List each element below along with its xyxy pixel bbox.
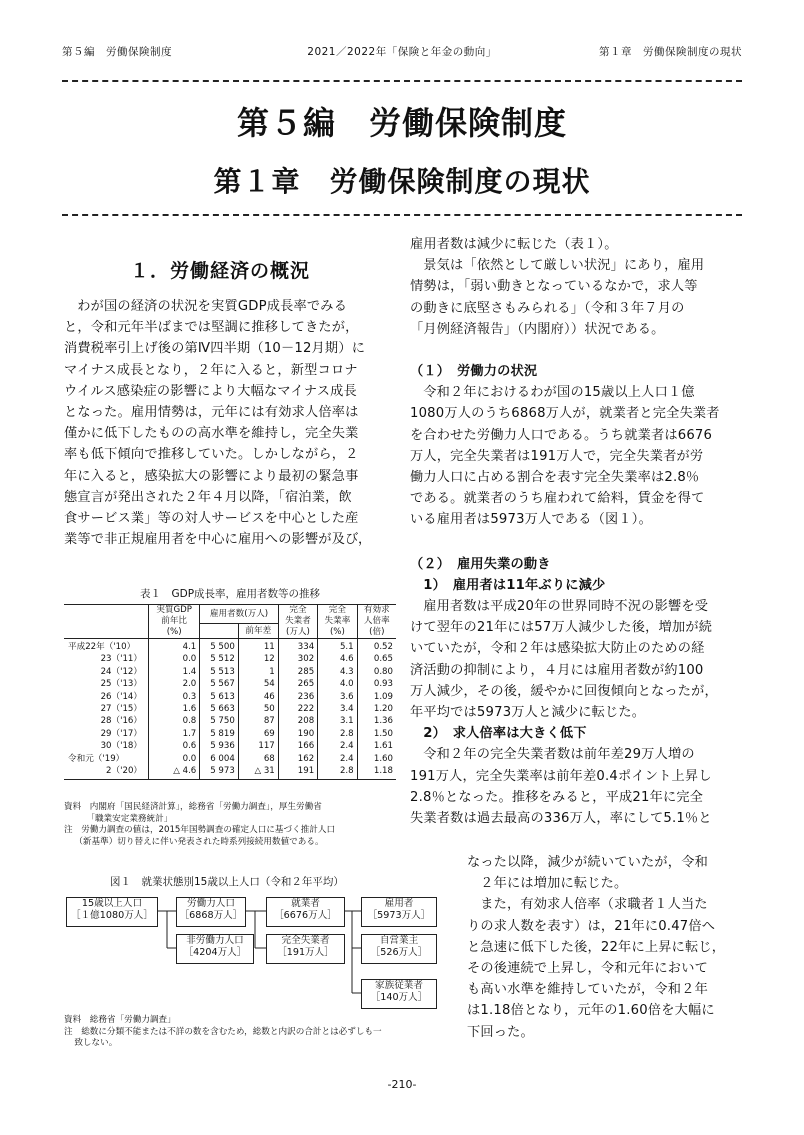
cell-rate: 2.4 bbox=[318, 753, 357, 765]
box-non-labor-force: 非労働力人口 ［4204万人］ bbox=[176, 934, 254, 964]
paragraph-line: 万人減少，その後，緩やかに回復傾向となったが， bbox=[410, 683, 718, 699]
cell-emp: 5 663 bbox=[200, 703, 239, 715]
cell-diff: 12 bbox=[238, 653, 278, 665]
paragraph-line: は1.18倍となり，元年の1.60倍を大幅に bbox=[467, 1003, 715, 1019]
cell-rate: 3.1 bbox=[318, 715, 357, 727]
cell-year: 24（'12） bbox=[64, 666, 149, 678]
box-population: 15歳以上人口 ［１億1080万人］ bbox=[66, 897, 158, 927]
cell-emp: 5 973 bbox=[200, 765, 239, 780]
cell-ratio: 1.61 bbox=[373, 741, 393, 752]
cell-unemp: 208 bbox=[278, 715, 317, 727]
intro-line: 雇用者数は減少に転じた（表１）。 bbox=[410, 237, 618, 252]
paragraph-line: 失業者数は過去最高の336万人，率にして5.1％と bbox=[410, 811, 712, 827]
cell-ratio: 0.80 bbox=[373, 666, 393, 677]
paragraph-line: 率も低下傾向で推移していた。しかしながら，２ bbox=[64, 447, 359, 463]
paragraph-line: また，有効求人倍率（求職者１人当た bbox=[480, 897, 708, 913]
paragraph-line: も高い水準を維持していたが，令和２年 bbox=[467, 982, 708, 998]
col-employees: 雇用者数(万人) bbox=[200, 605, 278, 624]
cell-ratio: 1.50 bbox=[373, 728, 393, 739]
paragraph-line: 働力人口に占める割合を表す完全失業率は2.8％ bbox=[410, 470, 700, 486]
header-center: 2021／2022年「保険と年金の動向」 bbox=[307, 46, 497, 58]
cell-emp: 5 513 bbox=[200, 666, 239, 678]
paragraph-line: りの求人数を表す）は，21年に0.47倍へ bbox=[467, 918, 716, 934]
cell-rate: 2.4 bbox=[318, 740, 357, 752]
cell-unemp: 265 bbox=[278, 678, 317, 690]
paragraph-line: 年に入ると，感染拡大の影響により最初の緊急事 bbox=[64, 468, 359, 484]
cell-gdp: 1.7 bbox=[149, 728, 200, 740]
cell-diff: 87 bbox=[238, 715, 278, 727]
paragraph-line: 2.8％となった。推移をみると，平成21年に完全 bbox=[410, 789, 704, 805]
cell-rate: 4.0 bbox=[318, 678, 357, 690]
paragraph-line: 食サービス業」等の対人サービスを中心とした産 bbox=[64, 511, 359, 527]
cell-unemp: 302 bbox=[278, 653, 317, 665]
cell-rate: 3.6 bbox=[318, 691, 357, 703]
cell-diff: 69 bbox=[238, 728, 278, 740]
cell-emp: 5 819 bbox=[200, 728, 239, 740]
spacer bbox=[410, 340, 742, 361]
paragraph-line: マイナス成長となり，２年に入ると，新型コロナ bbox=[64, 362, 358, 378]
paragraph-line: を合わせた労働力人口である。うち就業者は6676 bbox=[410, 427, 713, 443]
cell-unemp: 166 bbox=[278, 740, 317, 752]
cell-gdp: 0.6 bbox=[149, 740, 200, 752]
part-title: 第５編 労働保険制度 bbox=[236, 104, 567, 142]
cell-gdp: 0.0 bbox=[149, 653, 200, 665]
paragraph-line: である。就業者のうち雇われて給料，賃金を得て bbox=[410, 491, 705, 507]
cell-diff: 1 bbox=[238, 666, 278, 678]
paragraph-line: いる雇用者は5973万人である（図１）。 bbox=[410, 512, 652, 528]
cell-diff: △ 31 bbox=[238, 765, 278, 780]
col-unemployed: 完全 失業者 (万人) bbox=[278, 605, 317, 639]
figure-caption: 図１ 就業状態別15歳以上人口（令和２年平均） bbox=[110, 876, 344, 888]
cell-unemp: 285 bbox=[278, 666, 317, 678]
subsection-heading: （２） 雇用失業の動き bbox=[410, 556, 551, 572]
box-employees: 雇用者 ［5973万人］ bbox=[361, 897, 437, 927]
cell-diff: 68 bbox=[238, 753, 278, 765]
paragraph-line: 業等で非正規雇用者を中心に雇用への影響が及び， bbox=[64, 532, 372, 548]
cell-emp: 6 004 bbox=[200, 753, 239, 765]
cell-gdp: 0.3 bbox=[149, 691, 200, 703]
cell-gdp: △ 4.6 bbox=[149, 765, 200, 780]
paragraph-line: 令和２年の完全失業者数は前年差29万人増の bbox=[423, 747, 695, 763]
cell-ratio: 0.93 bbox=[373, 679, 393, 690]
cell-rate: 3.4 bbox=[318, 703, 357, 715]
cell-gdp: 2.0 bbox=[149, 678, 200, 690]
cell-ratio: 1.09 bbox=[373, 691, 393, 702]
cell-year: 2（'20） bbox=[64, 765, 149, 780]
paragraph-line: なった以降，減少が続いていたが，令和 bbox=[467, 855, 708, 870]
cell-ratio: 1.18 bbox=[373, 766, 393, 777]
cell-gdp: 0.0 bbox=[149, 753, 200, 765]
right-column-top bbox=[410, 234, 742, 829]
cell-year: 30（'18） bbox=[64, 740, 149, 752]
paragraph-line: 僅かに低下したものの高水準を維持し，完全失業 bbox=[64, 426, 359, 442]
cell-year: 27（'15） bbox=[64, 703, 149, 715]
cell-emp: 5 512 bbox=[200, 653, 239, 665]
col-ratio: 有効求 人倍率 (倍) bbox=[357, 605, 396, 639]
paragraph-line: 令和２年におけるわが国の15歳以上人口１億 bbox=[423, 385, 695, 401]
cell-unemp: 222 bbox=[278, 703, 317, 715]
cell-year: 23（'11） bbox=[64, 653, 149, 665]
box-employed: 就業者 ［6676万人］ bbox=[266, 897, 345, 927]
col-yoy: 前年差 bbox=[238, 624, 278, 639]
intro-line: 景気は「依然として厳しい状況」にあり，雇用 bbox=[423, 258, 705, 274]
col-gdp: 実質GDP 前年比 (%) bbox=[149, 605, 200, 639]
cell-emp: 5 567 bbox=[200, 678, 239, 690]
paragraph-line: 雇用者数は平成20年の世界同時不況の影響を受 bbox=[423, 599, 709, 615]
cell-emp: 5 500 bbox=[200, 639, 239, 654]
cell-diff: 50 bbox=[238, 703, 278, 715]
paragraph-line: その後連続で上昇し，令和元年において bbox=[467, 961, 708, 977]
cell-diff: 46 bbox=[238, 691, 278, 703]
cell-diff: 54 bbox=[238, 678, 278, 690]
paragraph-line: と，令和元年半ばまでは堅調に推移してきたが， bbox=[64, 320, 359, 336]
right-column-narrow bbox=[467, 852, 742, 1043]
page-number: -210- bbox=[387, 1078, 417, 1091]
cell-gdp: 0.8 bbox=[149, 715, 200, 727]
cell-rate: 4.3 bbox=[318, 666, 357, 678]
cell-diff: 11 bbox=[238, 639, 278, 654]
paragraph-line: 態宣言が発出された２年４月以降，「宿泊業，飲 bbox=[64, 489, 352, 505]
paragraph-line: いていたが，令和２年は感染拡大防止のための経 bbox=[410, 641, 705, 657]
paragraph-line: 年平均では5973万人と減少に転じた。 bbox=[410, 705, 646, 721]
section-heading: １．労働経済の概況 bbox=[130, 260, 311, 282]
paragraph-line: ウイルス感染症の影響により大幅なマイナス成長 bbox=[64, 383, 357, 399]
cell-unemp: 191 bbox=[278, 765, 317, 780]
intro-line: の動きに底堅さもみられる」（令和３年７月の bbox=[410, 300, 685, 316]
paragraph-line: 1080万人のうち6868万人が，就業者と完全失業者 bbox=[410, 406, 720, 422]
intro-line: 情勢は，「弱い動きとなっているなかで，求人等 bbox=[410, 279, 698, 295]
paragraph-line: となった。雇用情勢は，元年には有効求人倍率は bbox=[64, 405, 359, 421]
cell-ratio: 0.65 bbox=[373, 654, 393, 665]
cell-rate: 2.8 bbox=[318, 728, 357, 740]
cell-ratio: 1.60 bbox=[373, 753, 393, 764]
box-unemployed: 完全失業者 ［191万人］ bbox=[266, 934, 345, 964]
box-self-employed: 自営業主 ［526万人］ bbox=[361, 934, 437, 964]
cell-emp: 5 750 bbox=[200, 715, 239, 727]
header-left: 第５編 労働保険制度 bbox=[62, 46, 172, 58]
cell-emp: 5 613 bbox=[200, 691, 239, 703]
paragraph-line: 下回った。 bbox=[467, 1024, 534, 1040]
cell-year: 28（'16） bbox=[64, 715, 149, 727]
paragraph-line: 191万人，完全失業率は前年差0.4ポイント上昇し bbox=[410, 768, 712, 784]
paragraph-line: 済活動の抑制により，４月には雇用者数が約100 bbox=[410, 662, 704, 678]
cell-year: 令和元（'19） bbox=[64, 753, 149, 765]
cell-year: 26（'14） bbox=[64, 691, 149, 703]
spacer bbox=[410, 531, 742, 552]
box-labor-force: 労働力人口 ［6868万人］ bbox=[176, 897, 246, 927]
subsection-heading: （１） 労働力の状況 bbox=[410, 364, 538, 380]
cell-rate: 4.6 bbox=[318, 653, 357, 665]
cell-unemp: 190 bbox=[278, 728, 317, 740]
table-source: 資料 内閣府「国民経済計算」，総務省「労働力調査」，厚生労働省 「職業安定業務統計」 注 労働力調査の値は，2015年国勢調査の確定人口に基づく推計人口 （新基準）切り替えに伴い発表された時系列接続用数値である。 bbox=[64, 802, 336, 847]
sub-subsection-heading: 1） 雇用者は11年ぶりに減少 bbox=[423, 577, 606, 593]
cell-emp: 5 936 bbox=[200, 740, 239, 752]
intro-line: 「月例経済報告」（内閣府））状況である。 bbox=[410, 321, 665, 337]
paragraph-line: わが国の経済の状況を実質GDP成長率でみる bbox=[77, 299, 348, 314]
cell-gdp: 1.4 bbox=[149, 666, 200, 678]
paragraph-line: けて翌年の21年には57万人減少した後，増加が続 bbox=[410, 620, 713, 636]
cell-gdp: 1.6 bbox=[149, 703, 200, 715]
figure-source: 資料 総務省「労働力調査」 注 総数に分類不能または不詳の数を含むため，総数と内訳の合計とは必ずしも一 致しない。 bbox=[64, 1015, 382, 1048]
table-caption: 表１ GDP成長率，雇用者数等の推移 bbox=[139, 588, 321, 600]
header-right: 第１章 労働保険制度の現状 bbox=[599, 46, 742, 58]
cell-unemp: 236 bbox=[278, 691, 317, 703]
cell-ratio: 1.20 bbox=[373, 704, 393, 715]
cell-rate: 2.8 bbox=[318, 765, 357, 780]
paragraph-line: と急速に低下した後，22年に上昇に転じ， bbox=[467, 939, 726, 955]
chapter-title: 第１章 労働保険制度の現状 bbox=[213, 165, 591, 198]
paragraph-line: 消費税率引上げ後の第Ⅳ四半期（10－12月期）に bbox=[64, 341, 366, 357]
cell-gdp: 4.1 bbox=[149, 639, 200, 654]
cell-unemp: 334 bbox=[278, 639, 317, 654]
paragraph-line: 万人，完全失業者は191万人で，完全失業者が労 bbox=[410, 448, 704, 464]
cell-year: 平成22年（'10） bbox=[64, 639, 149, 654]
cell-unemp: 162 bbox=[278, 753, 317, 765]
cell-diff: 117 bbox=[238, 740, 278, 752]
cell-ratio: 1.36 bbox=[373, 716, 393, 727]
paragraph-line: ２年には増加に転じた。 bbox=[480, 876, 628, 892]
cell-rate: 5.1 bbox=[318, 639, 357, 654]
box-family-workers: 家族従業者 ［140万人］ bbox=[361, 979, 437, 1009]
col-rate: 完全 失業率 (%) bbox=[318, 605, 357, 639]
cell-year: 25（'13） bbox=[64, 678, 149, 690]
cell-year: 29（'17） bbox=[64, 728, 149, 740]
cell-ratio: 0.52 bbox=[373, 642, 393, 652]
sub-subsection-heading: 2） 求人倍率は大きく低下 bbox=[423, 726, 587, 742]
